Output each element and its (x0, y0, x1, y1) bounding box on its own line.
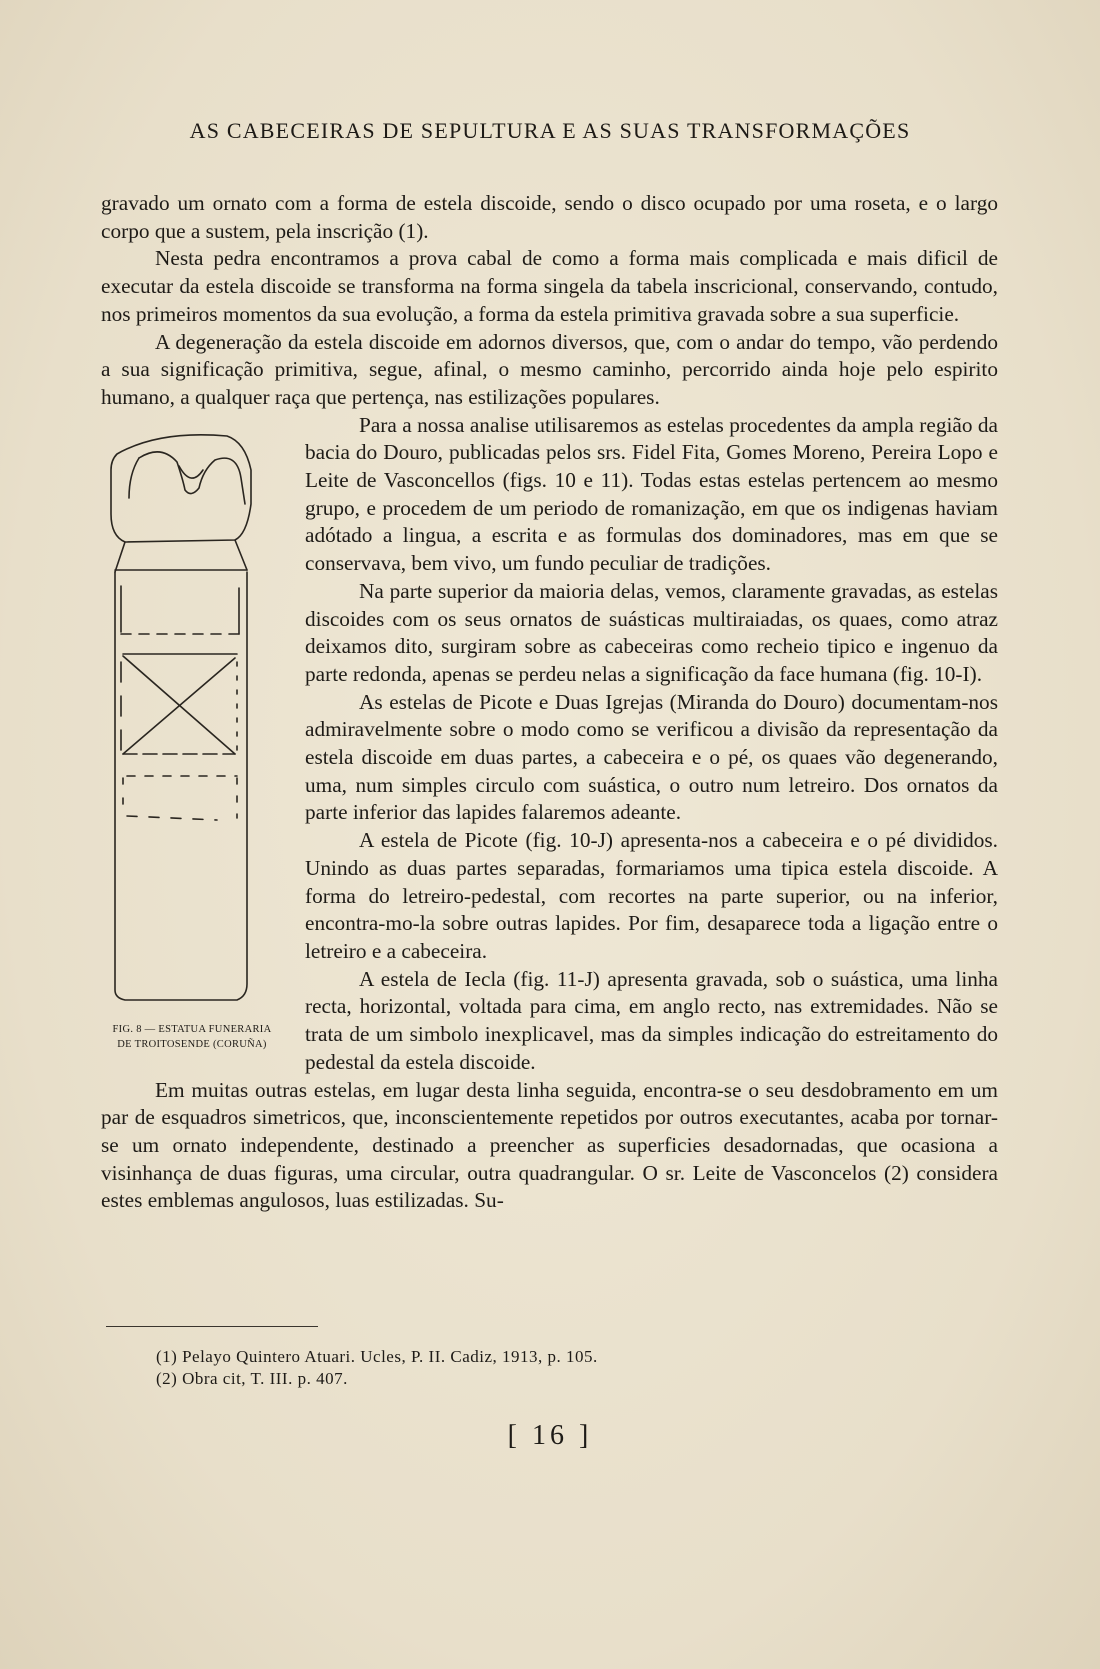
caption-line: FIG. 8 — ESTATUA FUNERARIA (112, 1023, 272, 1035)
footnote-rule (106, 1326, 318, 1327)
caption-line: DE TROITOSENDE (CORUÑA) (117, 1038, 267, 1050)
stela-drawing (99, 422, 285, 1012)
paragraph: A degeneração da estela discoide em adornos diversos, que, com o andar do tempo, vão perdendo a sua significação primitiva, segue, afinal, o mesmo caminho, percorrido ainda hoje pelo espirito humano, a qualquer raça que pertença, nas estilizações populares. (101, 329, 998, 409)
footnotes (156, 1346, 956, 1390)
footnote: (2) Obra cit, T. III. p. 407. (156, 1369, 348, 1388)
paragraph: Na parte superior da maioria delas, vemos, claramente gravadas, as estelas discoides com os seus ornatos de suásticas multiraiadas, os quaes, como atraz deixamos dito, surgiram sobre as cabeceiras como recheio tipico e ingenuo da parte redonda, apenas se perdeu nelas a significação da face humana (fig. 10-I). (305, 578, 998, 686)
page-number: [ 16 ] (507, 1420, 593, 1451)
figure-caption (99, 1022, 285, 1052)
paragraph: Em muitas outras estelas, em lugar desta linha seguida, encontra-se o seu desdobramento em um par de esquadros simetricos, que, inconscientemente repetidos por outros executantes, acaba por tornar-se um ornato independente, destinado a preencher as superficies desadornadas, que ocasiona a visinhança de duas figuras, uma circular, outra quadrangular. O sr. Leite de Vasconcelos (2) considera estes emblemas angulosos, luas estilizadas. Su- (101, 1077, 998, 1213)
paragraph: A estela de Picote (fig. 10-J) apresenta-nos a cabeceira e o pé divididos. Unindo as duas partes separadas, formariamos uma tipica estela discoide. A forma do letreiro-pedestal, com recortes na parte superior, ou na inferior, encontra-mo-la sobre outras lapides. Por fim, desaparece toda a ligação entre o letreiro e a cabeceira. (305, 828, 998, 963)
paragraph: A estela de Iecla (fig. 11-J) apresenta gravada, sob o suástica, uma linha recta, horizontal, voltada para cima, em anglo recto, nas extremidades. Não se trata de um simbolo inexplicavel, mas da simples indicação do estreitamento do pedestal da estela discoide. (305, 966, 998, 1074)
paragraph: Nesta pedra encontramos a prova cabal de como a forma mais complicada e mais dificil de executar da estela discoide se transforma na forma singela da tabela inscricional, conservando, contudo, nos primeiros momentos da sua evolução, a forma da estela primitiva gravada sobre a sua superficie. (101, 246, 998, 326)
footnote: (1) Pelayo Quintero Atuari. Ucles, P. II. Cadiz, 1913, p. 105. (156, 1347, 598, 1366)
body-text (101, 190, 998, 1215)
paragraph: Para a nossa analise utilisaremos as estelas procedentes da ampla região da bacia do Douro, publicadas pelos srs. Fidel Fita, Gomes Moreno, Pereira Lopo e Leite de Vasconcellos (figs. 10 e 11). Todas estas estelas pertencem ao mesmo grupo, e procedem de um periodo de romanização, em que os indigenas haviam adótado a lingua, a escrita e as formulas dos dominadores, mas em que se conservava, bem vivo, um fundo peculiar de tradições. (305, 412, 998, 576)
running-head: AS CABECEIRAS DE SEPULTURA E AS SUAS TRANSFORMAÇÕES (189, 118, 911, 143)
paragraph: gravado um ornato com a forma de estela discoide, sendo o disco ocupado por uma roseta, e o largo corpo que a sustem, pela inscrição (1). (101, 191, 998, 243)
paragraph: As estelas de Picote e Duas Igrejas (Miranda do Douro) documentam-nos admiravelmente sobre o modo como se verificou a divisão da representação da estela discoide em duas partes, a cabeceira e o pé, os quaes vão degenerando, uma, num simples circulo com suástica, o outro num letreiro. Dos ornatos da parte inferior das lapides falaremos adeante. (305, 689, 998, 825)
figure-8 (99, 422, 285, 1052)
